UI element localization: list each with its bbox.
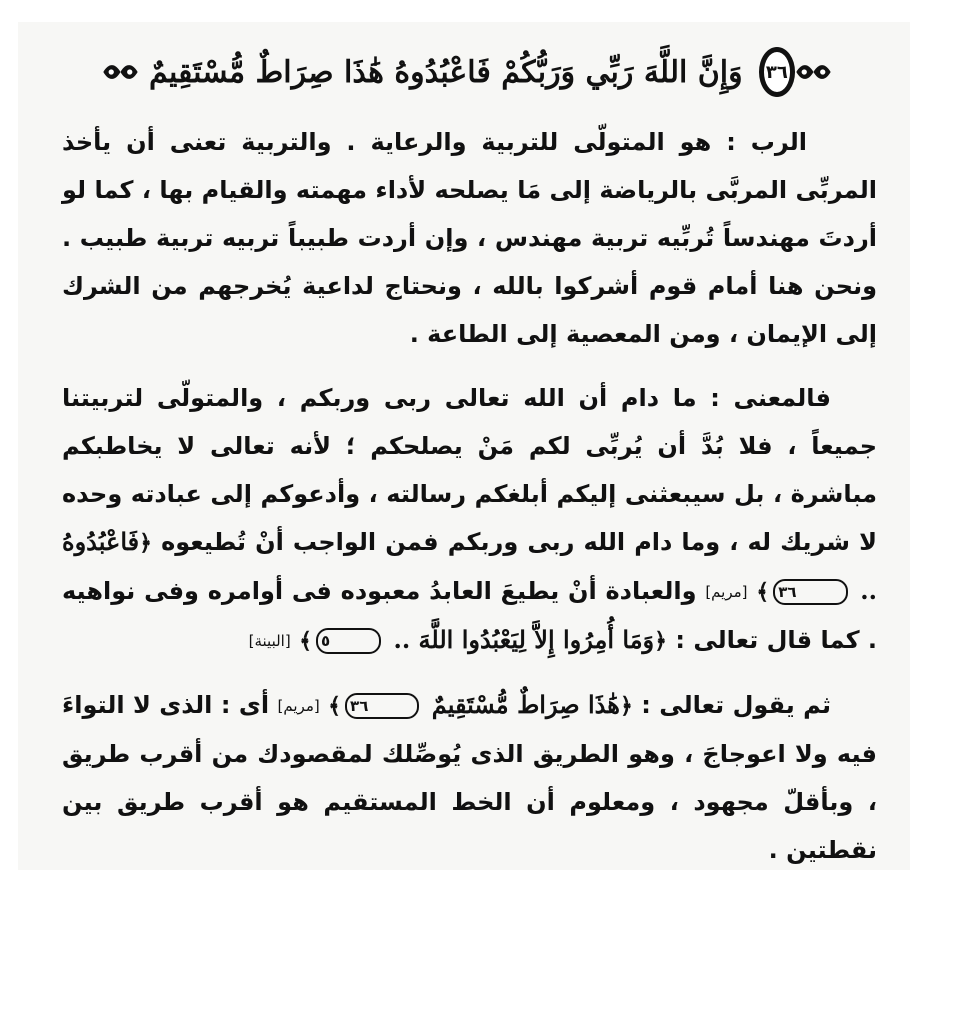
- quote-open-bracket: ﴿: [654, 628, 668, 654]
- quote-close-bracket: ﴾: [299, 628, 312, 654]
- paragraph-2-middle: والعبادة أنْ يطيعَ العابدُ معبوده فى أوامره وفى نواهيه . كما قال تعالى :: [62, 577, 877, 654]
- verse-text: وَإِنَّ اللَّهَ رَبِّي وَرَبُّكُمْ فَاعْبُدُوهُ هَٰذَا صِرَاطٌ مُّسْتَقِيمٌ: [148, 54, 743, 90]
- paragraph-3-rest: أى : الذى لا التواءَ فيه ولا اعوجاجَ ، وهو الطريق الذى يُوصِّلك لمقصودك من أقرب طريق ، وبأقلّ مجهود ، ومعلوم أن الخط المستقيم هو أقرب طريق بين نقطتين .: [62, 691, 877, 864]
- ayah-number-badge: ٣٦: [345, 693, 419, 719]
- ayah-number-badge: ٣٦: [773, 579, 847, 605]
- quran-quote: هَٰذَا صِرَاطٌ مُّسْتَقِيمٌ: [431, 690, 620, 719]
- book-page: [18, 22, 910, 870]
- paragraph-3: [62, 681, 877, 874]
- paragraph-2-intro: فالمعنى : ما دام أن الله تعالى ربى وربكم ، والمتولّى لتربيتنا جميعاً ، فلا بُدَّ أن يُربِّى لكم مَنْ يصلحكم ؛ لأنه تعالى لا يخاطبكم مباشرة ، بل سيبعثنى إليكم أبلغكم رسالته ، وأدعوكم إلى عبادته وحده لا شريك له ، وما دام الله ربى وربكم فمن الواجب أنْ تُطيعوه: [62, 384, 877, 556]
- quote-close-bracket: ﴾: [328, 693, 342, 719]
- surah-reference: [البينة]: [248, 632, 291, 650]
- paragraph-1: الرب : هو المتولّى للتربية والرعاية . والتربية تعنى أن يأخذ المربِّى المربَّى بالرياضة إلى مَا يصلحه لأداء مهمته والقيام بها ، كما لو أردتَ مهندساً تُربِّيه تربية مهندس ، وإن أردت طبيباً تربيه تربية طبيب . ونحن هنا أمام قوم أشركوا بالله ، ونحتاج لداعية يُخرجهم من الشرك إلى الإيمان ، ومن المعصية إلى الطاعة .: [62, 128, 877, 348]
- ayah-number-badge: ٥: [316, 628, 381, 654]
- surah-reference: [مريم]: [705, 583, 748, 601]
- verse-number-badge: ٣٦: [759, 47, 795, 97]
- surah-reference: [مريم]: [277, 697, 320, 715]
- ornament-right-icon: [795, 52, 832, 92]
- verse-header: [102, 40, 832, 104]
- ornament-left-icon: [102, 52, 139, 92]
- quote-close-bracket: ﴾: [756, 579, 770, 605]
- paragraph-2: [62, 374, 877, 665]
- quote-open-bracket: ﴿: [139, 530, 152, 556]
- quran-quote: فَاعْبُدُوهُ ..: [62, 527, 878, 605]
- paragraph-3-intro: ثم يقول تعالى :: [641, 691, 832, 719]
- quote-open-bracket: ﴿: [619, 693, 633, 719]
- quran-quote: وَمَا أُمِرُوا إِلاَّ لِيَعْبُدُوا اللَّهَ ..: [393, 625, 655, 654]
- commentary-body: [62, 118, 877, 890]
